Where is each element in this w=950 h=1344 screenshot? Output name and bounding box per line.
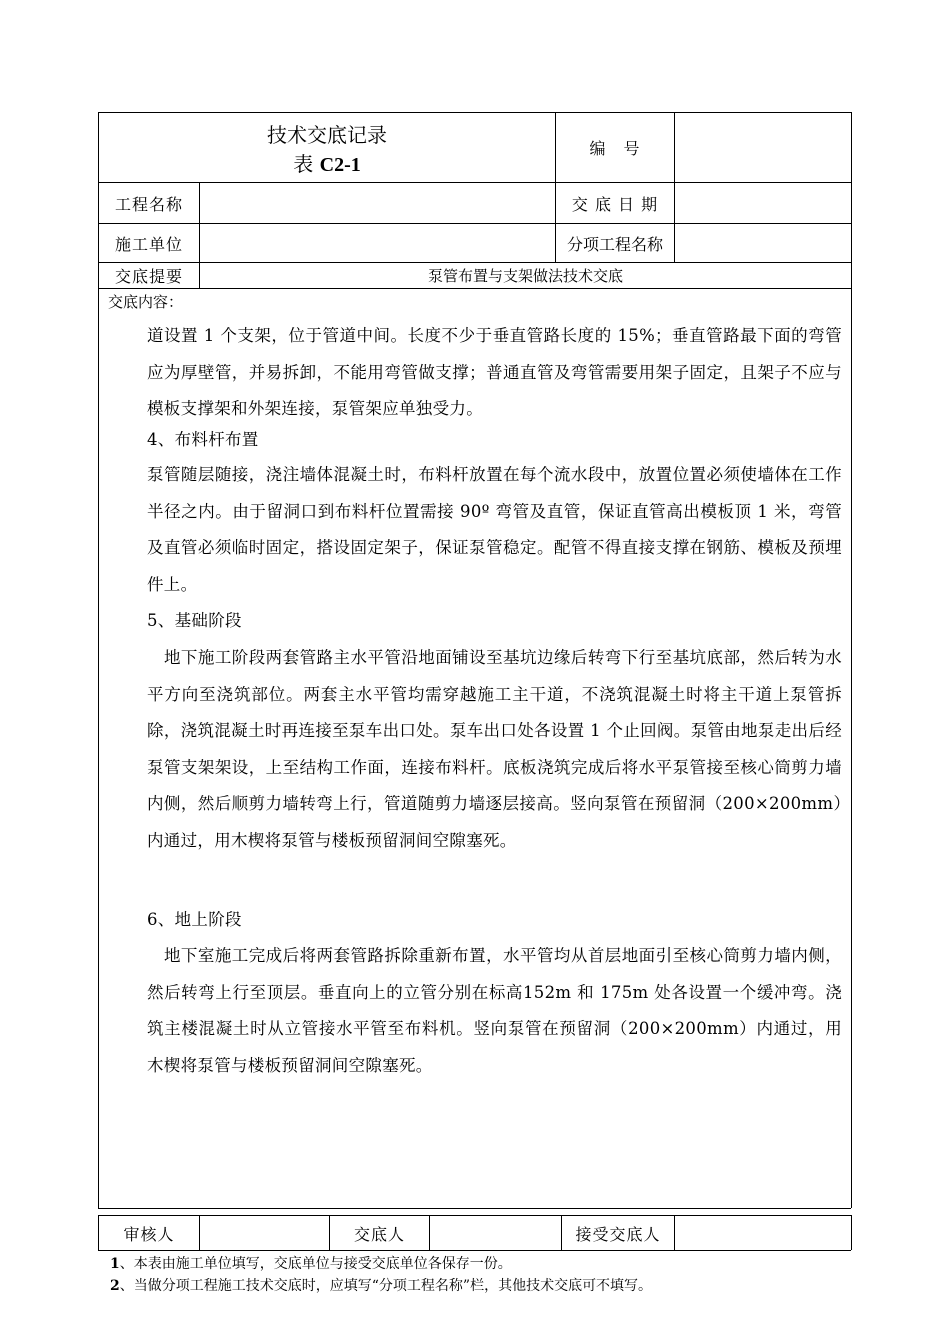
- summary-label: 交底提要: [114, 267, 183, 286]
- content-paragraph: 地下施工阶段两套管路主水平管沿地面铺设至基坑边缘后转弯下行至基坑底部，然后转为水平方向至浇筑部位。两套主水平管均需穿越施工主干道，不浇筑混凝土时将主干道上泵管拆除，浇筑混凝土时再连接至泵车出口处。泵车出口处各设置 1 个止回阀。泵管由地泵走出后经泵管支架架设，上至结构工作面，连接布料杆。底板浇筑完成后将水平泵管接至核心筒剪力墙内侧，然后顺剪力墙转弯上行，管道随剪力墙逐层接高。竖向泵管在预留洞（200×200mm）内通过，用木楔将泵管与楼板预留洞间空隙塞死。: [147, 648, 842, 850]
- date-field[interactable]: [675, 183, 851, 223]
- footnote-number: 1: [110, 1256, 120, 1272]
- footnote-text: 、当做分项工程施工技术交底时，应填写“分项工程名称”栏，其他技术交底可不填写。: [119, 1278, 653, 1294]
- content-paragraph: 道设置 1 个支架，位于管道中间。长度不少于垂直管路长度的 15%；垂直管路最下面的弯管应为厚壁管，并易拆卸，不能用弯管做支撑；普通直管及弯管需要用架子固定，且架子不应与模板支撑架和外架连接，泵管架应单独受力。: [147, 326, 842, 418]
- form-title: [99, 113, 555, 182]
- border-line: [851, 112, 852, 1208]
- border-line: [98, 1250, 851, 1251]
- footnote-text: 、本表由施工单位填写，交底单位与接受交底单位各保存一份。: [119, 1256, 512, 1272]
- footnote: [110, 1253, 512, 1273]
- section-heading: 6、地上阶段: [147, 910, 242, 929]
- number-label: 编 号: [589, 139, 641, 158]
- reviewer-label: 审核人: [123, 1224, 175, 1244]
- date-label: 交 底 日 期: [571, 194, 659, 214]
- reviewer-field[interactable]: [200, 1216, 329, 1250]
- section-heading: 5、基础阶段: [147, 611, 242, 630]
- receiver-field[interactable]: [675, 1216, 851, 1250]
- content-label: 交底内容：: [108, 293, 184, 311]
- project-name-label: 工程名称: [114, 194, 183, 214]
- discloser-label: 交底人: [353, 1224, 405, 1244]
- sub-project-field[interactable]: [675, 224, 851, 262]
- form-code: C2-1: [319, 153, 361, 176]
- form-title-prefix: 表: [293, 151, 320, 176]
- unit-label: 施工单位: [114, 234, 183, 254]
- footnote-number: 2: [110, 1278, 120, 1294]
- content-paragraph: 地下室施工完成后将两套管路拆除重新布置，水平管均从首层地面引至核心筒剪力墙内侧，然后转弯上行至顶层。垂直向上的立管分别在标高152m 和 175m 处各设置一个缓冲弯。浇筑主楼混凝土时从立管接水平管至布料机。竖向泵管在预留洞（200×200mm）内通过，用木楔将泵管与楼板预留洞间空隙塞死。: [147, 946, 842, 1075]
- form-title-line2: [293, 148, 360, 177]
- unit-field[interactable]: [200, 224, 555, 262]
- section-heading: 4、布料杆布置: [147, 430, 259, 449]
- content-paragraph: 泵管随层随接，浇注墙体混凝土时，布料杆放置在每个流水段中，放置位置必须使墙体在工作半径之内。由于留洞口到布料杆位置需接 90º 弯管及直管，保证直管高出模板顶 1 米，弯管及直管必须临时固定，搭设固定架子，保证泵管稳定。配管不得直接支撑在钢筋、模板及预埋件上。: [147, 465, 842, 594]
- sub-project-label: 分项工程名称: [566, 234, 663, 254]
- number-field[interactable]: [675, 113, 851, 182]
- receiver-label: 接受交底人: [575, 1224, 661, 1244]
- footnote: [110, 1275, 652, 1295]
- summary-field[interactable]: 泵管布置与支架做法技术交底: [427, 267, 623, 285]
- border-line: [98, 288, 851, 289]
- border-line: [851, 1215, 852, 1250]
- border-line: [98, 1208, 851, 1209]
- discloser-field[interactable]: [430, 1216, 561, 1250]
- project-name-field[interactable]: [200, 183, 555, 223]
- form-title-line1: 技术交底记录: [267, 122, 387, 147]
